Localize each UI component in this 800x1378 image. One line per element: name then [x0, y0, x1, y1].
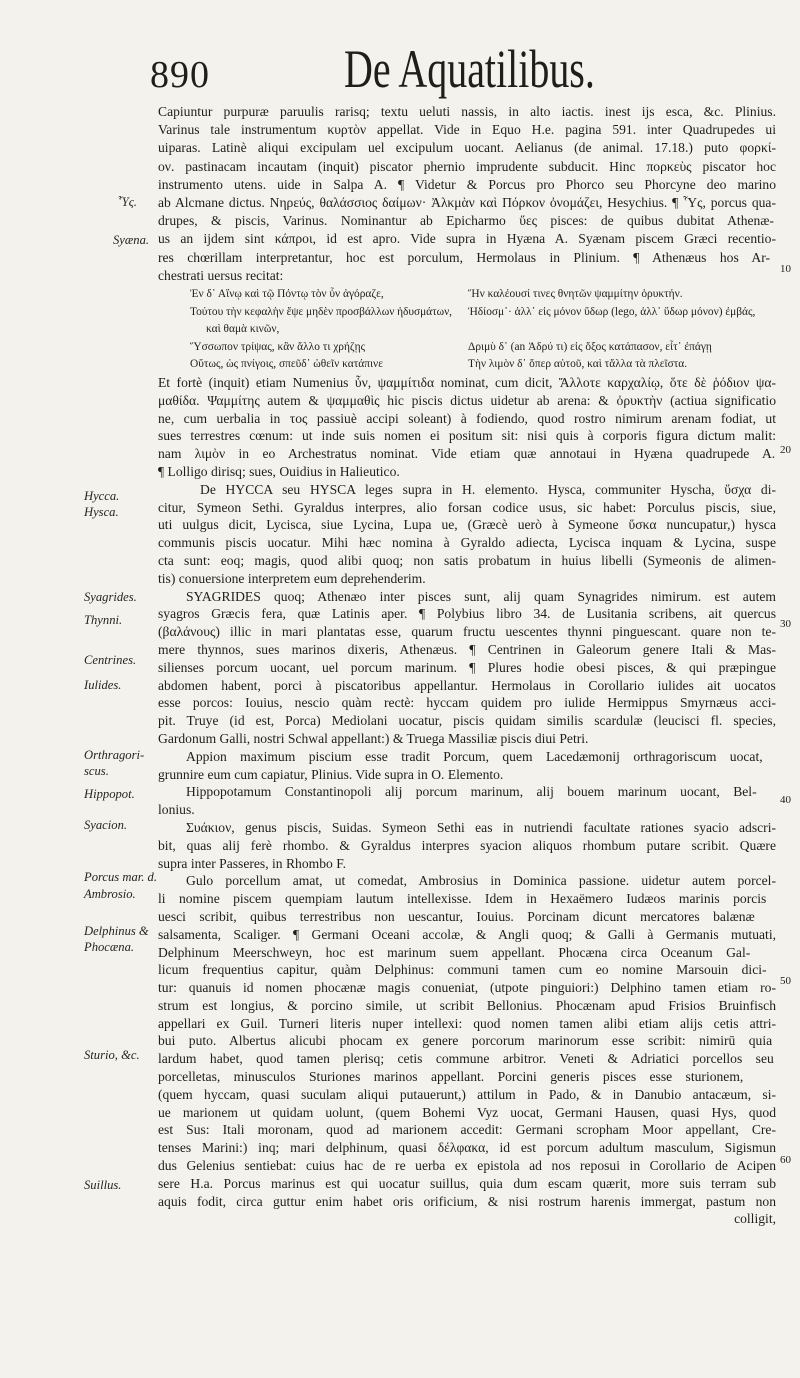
- line-number: 30: [780, 618, 791, 630]
- text-line: pit. Truye (id est, Porca) Mediolani uocatur, piscis quidam similis scardulæ (leucisci fl. species,: [158, 713, 776, 729]
- margin-note: Syæna.: [113, 233, 150, 247]
- text-line: uti uulgus dicit, Lycisca, siue Lycina, Lupa ue, (Græcè uerò à Symeone ὕσκα nuncupatur,) hysca: [158, 517, 776, 533]
- text-line: li nomine piscem quempiam lautum intellexisse. Idem in Hexaëmero Iudæos marinis porcis: [158, 891, 767, 907]
- verse-right: Τὴν λιμὸν δ᾽ ὅπερ αὐτοῦ, καὶ τἄλλα τὰ πλεῖστα.: [468, 358, 688, 370]
- verse-row: [0, 339, 800, 357]
- text-line: cta sunt: eoq; magis, quod alibi quoq; non satis probatum in huius libelli (Symeonis de alimen-: [158, 552, 776, 568]
- margin-note: Thynni.: [84, 613, 123, 627]
- verse-left: καὶ θαμὰ κινῶν,: [206, 323, 280, 335]
- text-line: Appion maximum piscium esse tradit Porcum, quem Lacedæmonij orthragoriscum uocat,: [186, 748, 763, 764]
- text-line: Συάκιον, genus piscis, Suidas. Symeon Sethi eas in nutriendi facultate rationes syacio adscri-: [186, 819, 776, 835]
- text-line: (βαλάνους) illic in mari plantatas esse, quarum fructu uescentes thynni pinguescant. quare non te-: [158, 624, 776, 640]
- text-line: supra inter Passeres, in Rhombo F.: [158, 855, 347, 871]
- text-block-lower: [158, 374, 776, 1228]
- verse-right: Δριμὺ δ᾽ (an Ἁδρύ τι) εἰς ὄξος κατάπασον, εἶτ᾽ ἐπάγῃ: [468, 340, 712, 353]
- verse-left: Ὕσσωπον τρίψας, κἂν ἄλλο τι χρήζῃς: [190, 340, 366, 353]
- margin-note: Hycca.: [84, 489, 120, 503]
- margin-note: Phocæna.: [84, 940, 135, 954]
- greek-verse-block: [0, 286, 800, 374]
- margin-note: Hysca.: [84, 505, 119, 519]
- text-line: bit, quas alij ferè rhombo. & Gyraldus interpres syacion aliquos rhombum putare scribit. Quære: [158, 837, 776, 853]
- text-line: chestrati uersus recitat:: [158, 267, 284, 283]
- text-line: esse porcos: Iouius, nescio quàm rectè: hyccam quidem pro iulide Hermippus Smyrnæus acci-: [158, 695, 776, 711]
- text-line: licum frequentius capitur, quàm Delphinus: communi tamen cum eo nomine Marsouin dici-: [158, 962, 767, 978]
- text-line: sere H.a. Porcus marinus est qui uocatur suillus, quia dum escam quærit, more suis terram sub: [158, 1175, 776, 1191]
- text-line: silienses porcum uocant, uel porcum marinum. ¶ Plures hodie obesi pisces, & qui præpingue: [158, 659, 776, 675]
- text-line: Delphinum Meerschweyn, hoc est marinum suem appellant. Phocæna circa Oceanum Gal-: [158, 944, 751, 960]
- verse-row: [0, 356, 800, 374]
- text-line: us an ijdem sint κάπροι, id est apro. Vide supra in Hyæna A. Syænam piscem Græci recentio-: [158, 231, 776, 247]
- text-line: drupes, & piscis, Varinus. Nominantur ab Epicharmo ὕες pisces: de quibus dubitat Athenæ-: [158, 213, 774, 229]
- text-line: Capiuntur purpuræ paruulis rarisq; textu ueluti nassis, in alto iactis. inest ijs esca, &c. Plinius.: [158, 104, 776, 119]
- text-line: lonius.: [158, 802, 195, 818]
- text-line: De HYCCA seu HYSCA leges supra in H. elemento. Hysca, communiter Hyscha, ὕσχα di-: [200, 481, 776, 497]
- text-line: grunnire eum cum capiatur, Plinius. Vide supra in O. Elemento.: [158, 766, 504, 782]
- text-line: abdomen habent, porci à piscatoribus appellantur. Hermolaus in Corollario iulides ait uocatos: [158, 677, 776, 693]
- line-number: 20: [780, 444, 791, 456]
- margin-note: scus.: [84, 764, 109, 778]
- line-number: 10: [780, 263, 791, 275]
- text-line: ne, cum uerbalia in τος passiuè accipi soleant) à fodiendo, quod rostro nimirum arenam fodiat, ut: [158, 410, 776, 426]
- margin-note: Suillus.: [84, 1178, 122, 1192]
- margin-note: Ὗς.: [118, 195, 137, 209]
- margin-note: Sturio, &c.: [84, 1048, 140, 1062]
- text-line: tur: quanuis id nomen phocænæ magis conueniat, (utpote pinguiori:) Delphino tamen etiam ro-: [158, 980, 776, 996]
- margin-note: Syacion.: [84, 818, 128, 832]
- text-line: porcelletas, minusculos Sturiones marinos appellant. Porcini generis pisces esse sturionem,: [158, 1069, 744, 1085]
- verse-right: Ἡδίοσμ᾽· ἀλλ᾽ εἰς μόνον ὕδωρ (lego, ἀλλ᾽ ὕδωρ μόνον) ἐμβάς,: [468, 305, 756, 318]
- text-line: ¶ Lolligo dirisq; sues, Ouidius in Halieutico.: [158, 463, 400, 479]
- text-line: sues terrestres cœnum: ut inde suis nomen ei positum sit: nisi quis à corporis figura dictum malit:: [158, 428, 776, 444]
- text-line: Varinus tale instrumentum κυρτὸν appellat. Vide in Equo H.e. pagina 591. inter Quadrupedes ui: [158, 122, 776, 138]
- margin-note: Syagrides.: [84, 590, 137, 604]
- text-line: strum est longius, & porcino simile, ut scribit Bellonius. Phocænam apud Frisios Bruinfisch: [158, 997, 776, 1013]
- text-line: uiparas. Latinè aliqui excipulam uel excipulum uocant. Aelianus (de animal. 17.18.) puto φορκί-: [158, 140, 776, 156]
- text-line: syagros Græcis fera, quæ Latinis aper. ¶ Polybius libro 34. de Lusitania scribens, ait quercus: [158, 606, 776, 622]
- margin-note: Hippopot.: [84, 787, 135, 801]
- text-line: ον. pastinacam incautam (inquit) piscator phernio imprudente subducit. Hinc πορκεὺς piscator hoc: [158, 158, 776, 174]
- running-title: De Aquatilibus.: [344, 39, 595, 99]
- text-line: instrumento utens. uide in Salpa A. ¶ Videtur & Porcus pro Phorco seu Phorcyne deo marino: [158, 176, 776, 192]
- text-line: SYAGRIDES quoq; Athenæo inter pisces sunt, alij quam Synagrides nimirum. est autem: [186, 588, 776, 604]
- text-line: ab Alcmane dictus. Νηρεύς, θαλάσσιος δαίμων· Ἀλκμὰν καὶ Πόρκον ὀνομάζει, Hesychius. ¶ Ὗς, porcus qua-: [158, 194, 776, 210]
- text-block-upper: [158, 103, 776, 285]
- text-line: Gulo porcellum amat, ut comedat, Ambrosius in Dominica passione. uidetur autem porcel-: [186, 873, 776, 889]
- text-line: colligit,: [734, 1211, 776, 1227]
- text-line: tenses Marini:) inq; mari delphinum, quasi δέλφακα, id est porcum adultum masculum, Sigismun: [158, 1140, 776, 1156]
- text-line: citur, Symeon Sethi. Gyraldus interpres, alio forsan codice usus, sic habet: Porculus piscis, siue,: [158, 499, 776, 515]
- verse-row: [0, 321, 800, 339]
- text-line: uesci scribit, quibus terrestribus non uescantur, Iouius. Porcinam dicunt mercatores balænæ: [158, 908, 755, 924]
- text-line: lardum habet, quod tamen plerisq; cetis commune arbitror. Veneti & Adriatici porcellos seu: [158, 1051, 774, 1067]
- page-number: 890: [150, 54, 210, 96]
- text-line: appellari ex Guil. Turneri literis nuper intellexi: quod nomen tamen alibi etiam alijs cetis attri-: [158, 1015, 776, 1031]
- margin-note: Orthragori-: [84, 748, 145, 762]
- text-line: salsamenta, Scaliger. ¶ Germani Oceani accolæ, & Angli quoq; & Galli à Germanis mutuati,: [158, 926, 776, 942]
- verse-right: Ἥν καλέουσί τινες θνητῶν ψαμμίτην ὀρυκτήν.: [468, 288, 683, 300]
- margin-note: Delphinus &: [84, 924, 149, 938]
- text-line: aquis fodit, circa guttur enim habet oris orificium, & nisi rostrum harenis immergat, pastum non: [158, 1193, 776, 1209]
- margin-note: Porcus mar. d.: [84, 870, 157, 884]
- text-line: ue marionem ut quidam uolunt, (quem Bohemi Vyz uocat, Germani Hausen, quasi Hys, quod: [158, 1104, 776, 1120]
- margin-note: Ambrosio.: [84, 887, 136, 901]
- margin-note: Centrines.: [84, 653, 137, 667]
- text-line: communis piscis uocatur. Mihi hæc nomina à Gyraldo adiecta, Lycisca inquam & Lycina, suspe: [158, 535, 776, 551]
- text-line: dus Gelenius sentiebat: cuius hac de re uerba ex epistola ad nos reposui in Corollario de Acipen: [158, 1158, 776, 1174]
- text-line: (quem hyccam, quasi suculam aliqui putauerunt,) attilum in Pado, & in Danubio antacæum, si-: [158, 1086, 776, 1102]
- text-line: res chœrillam interpretantur, hoc est porculum, Hermolaus in Plinium. ¶ Athenæus hos Ar-: [158, 249, 770, 265]
- text-line: μαθίδα. Ψαμμίτης autem & ψαμμαθὶς hic piscis dictus uidetur ab arena: & ὀρυκτὴν (actiua significatio: [158, 392, 776, 408]
- verse-left: Οὕτως, ὡς πνίγοις, σπεῦδ᾽ ὠθεῖν κατάπινε: [190, 358, 383, 370]
- text-line: Hippopotamum Constantinopoli alij porcum marinum, alij bouem marinum uocant, Bel-: [186, 784, 757, 800]
- line-number: 40: [780, 794, 791, 806]
- text-line: bui puto. Albertus alicubi phocam ex genere porcorum marinorum esse scribit: nimirū quia: [158, 1033, 773, 1049]
- margin-note: Iulides.: [84, 678, 122, 692]
- verse-left: Ἐν δ᾽ Αἴνῳ καὶ τῷ Πόντῳ τὸν ὗν ἀγόραζε,: [190, 288, 384, 300]
- line-number: 60: [780, 1154, 791, 1166]
- verse-row: [0, 304, 800, 322]
- text-line: mere thynnos, sues marinos dixeris, Athenæus. ¶ Centrinen in Galeorum genere Itali & Mas-: [158, 641, 776, 657]
- text-line: est Sus: Itali moronam, quod ad marionem accedit: Germani scropham Moor appellant, Cre-: [158, 1122, 776, 1138]
- verse-row: [0, 286, 800, 304]
- text-line: Gardonum Galli, nostri Schwal appellant:) & Truega Massiliæ piscis diui Petri.: [158, 730, 589, 746]
- text-line: Et fortè (inquit) etiam Numenius ὗν, ψαμμίτιδα nominat, cum dicit, Ἄλλοτε καρχαλίῳ, ὅτε δὲ ῥόδιον ψα-: [158, 375, 776, 390]
- verse-left: Τούτου τὴν κεφαλὴν ἕψε μηδὲν προσβάλλων ἡδυσμάτων,: [190, 305, 452, 318]
- line-number: 50: [780, 975, 791, 987]
- text-line: nam λιμὸν in eo Archestratus nominat. Vide etiam quæ annotaui in Hyæna quadrupede A.: [158, 446, 776, 462]
- text-line: tis) conuersione interpretem eum deprehenderim.: [158, 570, 426, 586]
